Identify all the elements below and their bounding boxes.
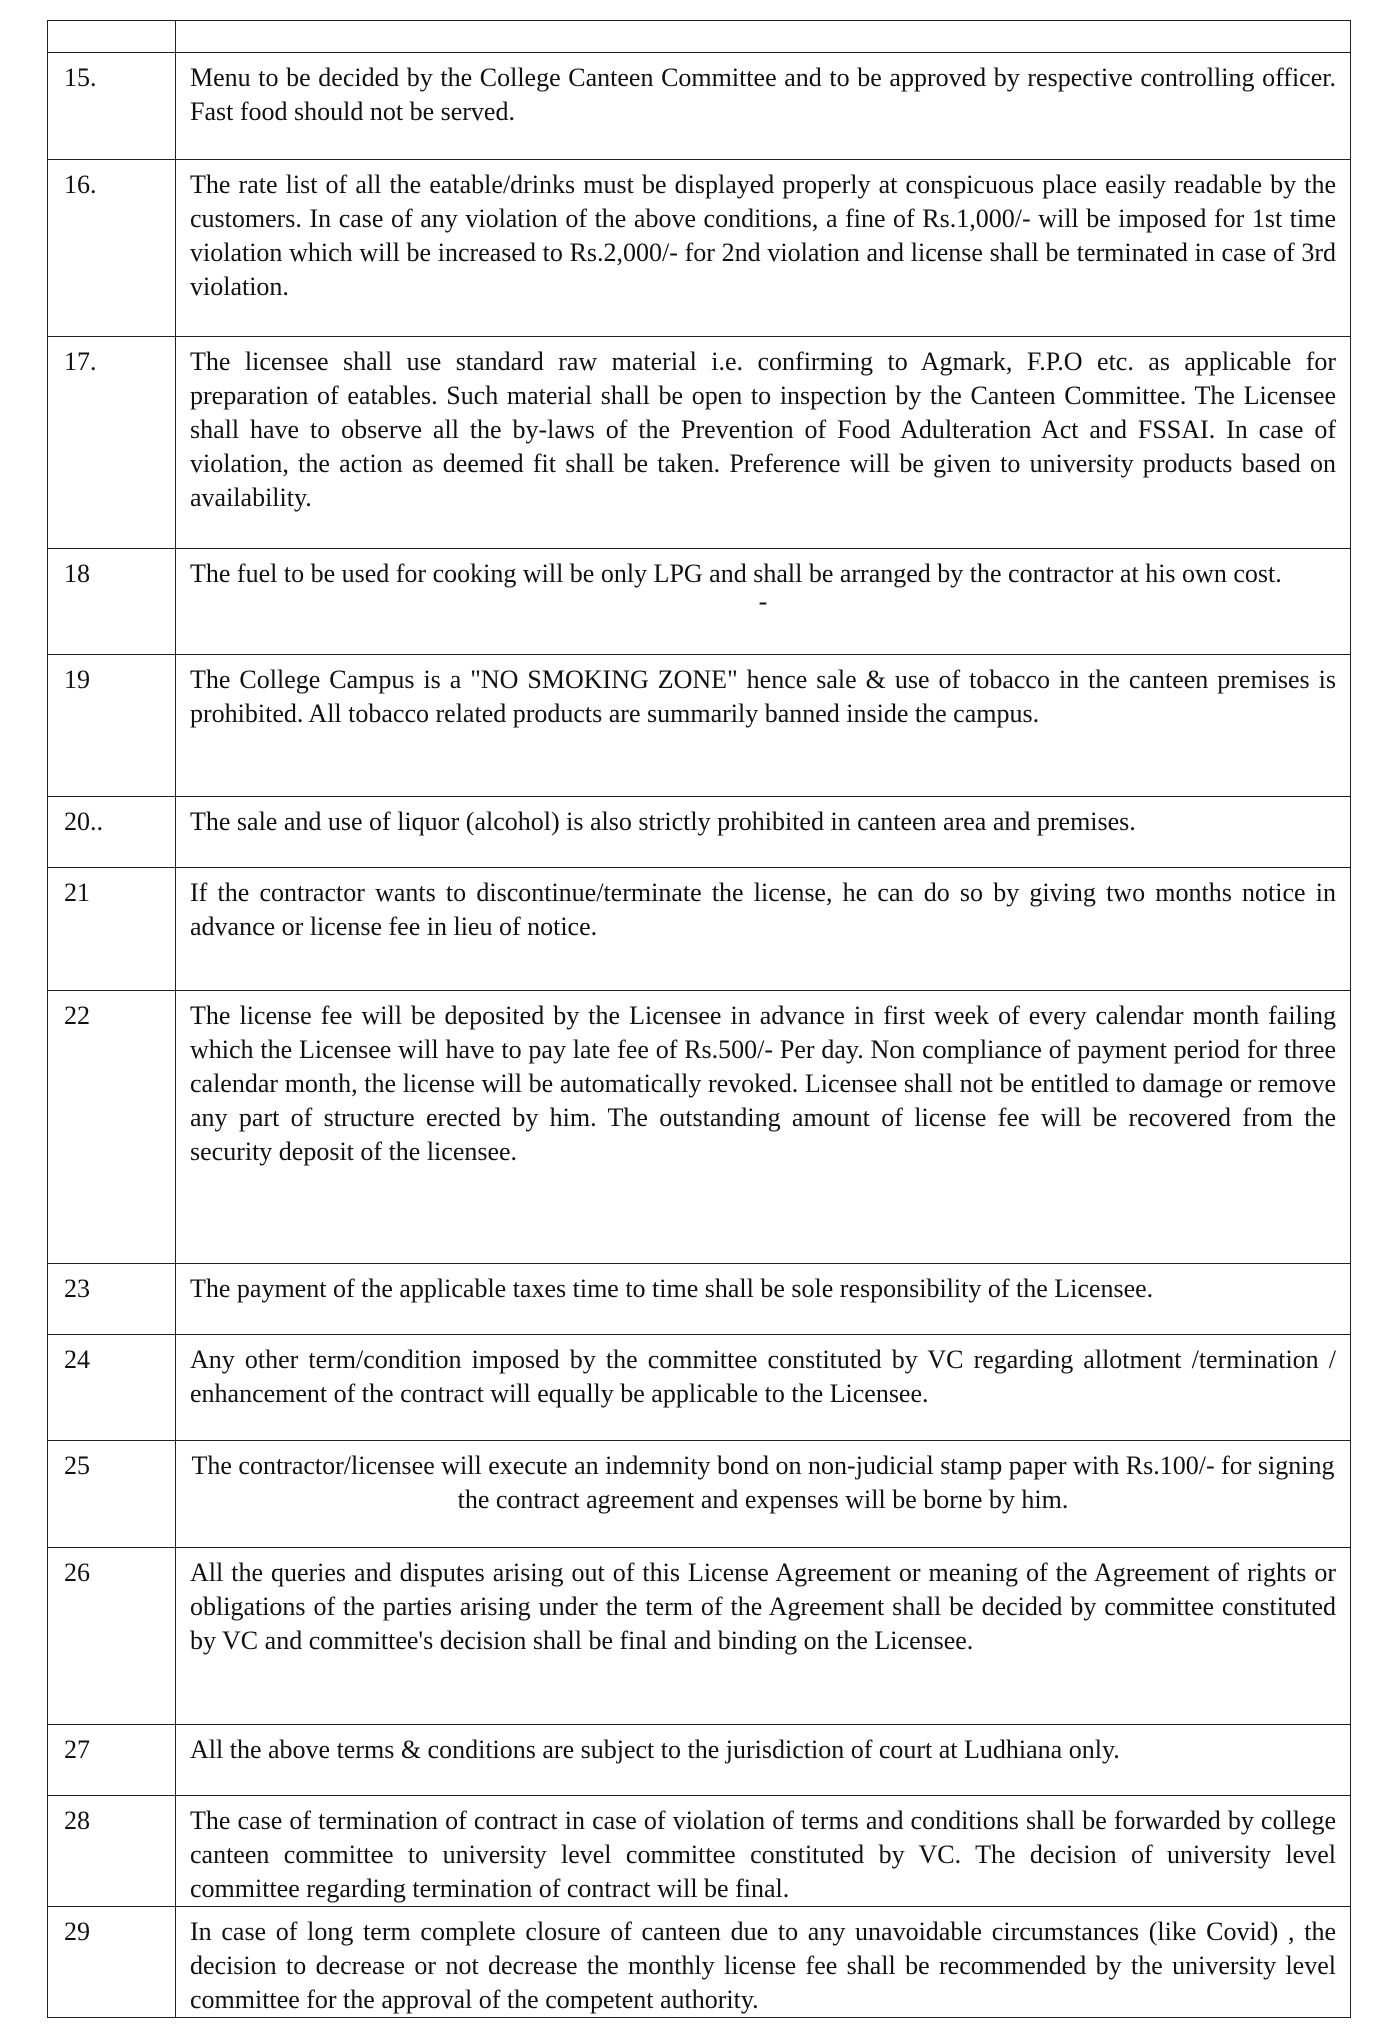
clause-text-cell <box>176 160 1351 337</box>
clause-text-cell <box>176 53 1351 160</box>
clause-number: 27 <box>48 1725 176 1796</box>
clause-number <box>48 21 176 53</box>
terms-table <box>47 20 1351 2018</box>
clause-text-cell <box>176 21 1351 53</box>
table-row <box>48 655 1351 797</box>
clause-text-cell <box>176 549 1351 655</box>
clause-text-cell <box>176 868 1351 991</box>
clause-number: 19 <box>48 655 176 797</box>
clause-number: 28 <box>48 1796 176 1907</box>
clause-text: Menu to be decided by the College Canteen Committee and to be approved by respective controlling officer. Fast food should not be served. <box>190 63 1336 126</box>
clause-text: In case of long term complete closure of canteen due to any unavoidable circumstances (like Covid) , the decision to decrease or not decrease the monthly license fee shall be recommended by the university level committee for the approval of the competent authority. <box>190 1917 1336 2014</box>
clause-number: 17. <box>48 337 176 549</box>
clause-text: All the queries and disputes arising out of this License Agreement or meaning of the Agreement of rights or obligations of the parties arising under the term of the Agreement shall be decided by committee constituted by VC and committee's decision shall be final and binding on the Licensee. <box>190 1558 1336 1655</box>
table-row <box>48 1796 1351 1907</box>
clause-text-cell <box>176 797 1351 868</box>
clause-text: All the above terms & conditions are subject to the jurisdiction of court at Ludhiana only. <box>190 1735 1120 1764</box>
table-row <box>48 21 1351 53</box>
clause-text-cell <box>176 1907 1351 2018</box>
table-row <box>48 1907 1351 2018</box>
clause-text: The College Campus is a "NO SMOKING ZONE" hence sale & use of tobacco in the canteen premises is prohibited. All tobacco related products are summarily banned inside the campus. <box>190 665 1336 728</box>
table-row <box>48 868 1351 991</box>
table-row <box>48 337 1351 549</box>
table-row <box>48 1725 1351 1796</box>
clause-number: 26 <box>48 1548 176 1725</box>
table-row <box>48 991 1351 1264</box>
clause-number: 25 <box>48 1441 176 1548</box>
clause-text: The licensee shall use standard raw material i.e. confirming to Agmark, F.P.O etc. as applicable for preparation of eatables. Such material shall be open to inspection by the Canteen Committee. The Licensee shall have to observe all the by-laws of the Prevention of Food Adulteration Act and FSSAI. In case of violation, the action as deemed fit shall be taken. Preference will be given to university products based on availability. <box>190 347 1336 512</box>
clause-text-cell <box>176 991 1351 1264</box>
table-row <box>48 1441 1351 1548</box>
clause-number: 16. <box>48 160 176 337</box>
clause-text-cell <box>176 1796 1351 1907</box>
clause-text: The contractor/licensee will execute an indemnity bond on non-judicial stamp paper with Rs.100/- for signing the contract agreement and expenses will be borne by him. <box>191 1451 1335 1514</box>
clause-text-cell <box>176 337 1351 549</box>
clause-number: 29 <box>48 1907 176 2018</box>
table-row <box>48 160 1351 337</box>
clause-number: 22 <box>48 991 176 1264</box>
clause-text-cell <box>176 1335 1351 1441</box>
clause-text: The rate list of all the eatable/drinks must be displayed properly at conspicuous place easily readable by the customers. In case of any violation of the above conditions, a fine of Rs.1,000/- will be imposed for 1st time violation which will be increased to Rs.2,000/- for 2nd violation and license shall be terminated in case of 3rd violation. <box>190 170 1336 301</box>
clause-text: Any other term/condition imposed by the committee constituted by VC regarding allotment /termination / enhancement of the contract will equally be applicable to the Licensee. <box>190 1345 1336 1408</box>
stray-dash-mark: - <box>758 587 768 616</box>
terms-table-body <box>48 21 1351 2018</box>
table-row <box>48 1335 1351 1441</box>
clause-text: The payment of the applicable taxes time to time shall be sole responsibility of the Licensee. <box>190 1274 1154 1303</box>
clause-number: 18 <box>48 549 176 655</box>
clause-text: The fuel to be used for cooking will be only LPG and shall be arranged by the contractor at his own cost. <box>190 559 1282 588</box>
table-row <box>48 797 1351 868</box>
table-row <box>48 1264 1351 1335</box>
clause-text-cell <box>176 1441 1351 1548</box>
clause-number: 15. <box>48 53 176 160</box>
table-row <box>48 549 1351 655</box>
table-row <box>48 1548 1351 1725</box>
clause-text: The license fee will be deposited by the Licensee in advance in first week of every calendar month failing which the Licensee will have to pay late fee of Rs.500/- Per day. Non compliance of payment period for three calendar month, the license will be automatically revoked. Licensee shall not be entitled to damage or remove any part of structure erected by him. The outstanding amount of license fee will be recovered from the security deposit of the licensee. <box>190 1001 1336 1166</box>
clause-text: If the contractor wants to discontinue/terminate the license, he can do so by giving two months notice in advance or license fee in lieu of notice. <box>190 878 1336 941</box>
clause-text-cell <box>176 1548 1351 1725</box>
clause-number: 23 <box>48 1264 176 1335</box>
document-page <box>47 20 1351 2018</box>
clause-text: The case of termination of contract in case of violation of terms and conditions shall be forwarded by college canteen committee to university level committee constituted by VC. The decision of university level committee regarding termination of contract will be final. <box>190 1806 1336 1903</box>
table-row <box>48 53 1351 160</box>
clause-text: The sale and use of liquor (alcohol) is also strictly prohibited in canteen area and premises. <box>190 807 1136 836</box>
clause-text-cell <box>176 1264 1351 1335</box>
clause-number: 24 <box>48 1335 176 1441</box>
clause-number: 20.. <box>48 797 176 868</box>
clause-text-cell <box>176 1725 1351 1796</box>
clause-number: 21 <box>48 868 176 991</box>
clause-text-cell <box>176 655 1351 797</box>
